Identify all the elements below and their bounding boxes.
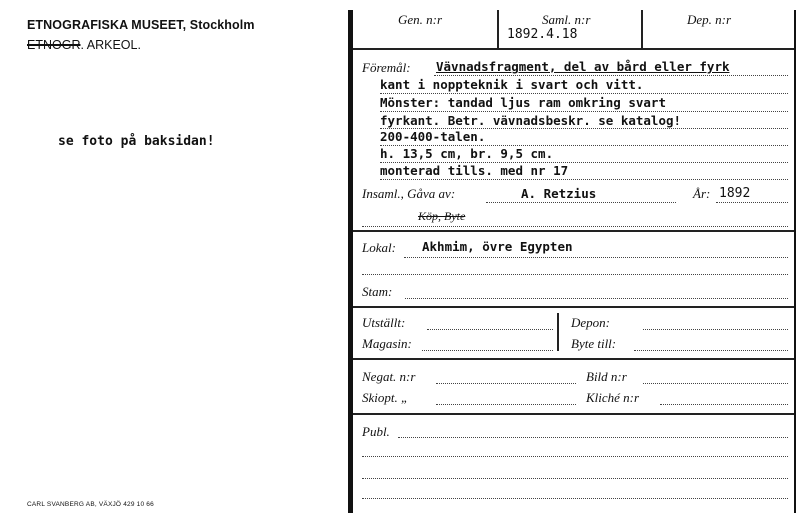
photo-note: se foto på baksidan! bbox=[58, 134, 215, 149]
gen-nr-label: Gen. n:r bbox=[398, 12, 443, 27]
saml-nr-label: Saml. n:r bbox=[542, 12, 591, 27]
department-struck: ETNOGR bbox=[27, 38, 81, 52]
dotted-line bbox=[405, 298, 788, 299]
row-divider bbox=[353, 230, 794, 232]
department-rest: . ARKEOL. bbox=[80, 38, 141, 52]
dotted-line bbox=[422, 350, 553, 351]
kop-byte-struck: Köp, Byte bbox=[418, 209, 466, 223]
divider bbox=[641, 10, 643, 48]
lokal-value: Akhmim, övre Egypten bbox=[422, 239, 573, 254]
dotted-line bbox=[634, 350, 788, 351]
dotted-line bbox=[362, 478, 788, 479]
row-divider bbox=[353, 358, 794, 360]
dotted-line bbox=[380, 93, 788, 94]
dotted-line bbox=[362, 226, 788, 227]
printer-imprint: CARL SVANBERG AB, VÄXJÖ 429 10 66 bbox=[27, 501, 154, 508]
ar-label: År: bbox=[693, 186, 711, 201]
dotted-line bbox=[436, 404, 576, 405]
foremal-line-7: monterad tills. med nr 17 bbox=[380, 163, 569, 178]
dotted-line bbox=[380, 111, 788, 112]
ar-value: 1892 bbox=[719, 186, 751, 201]
dep-nr-label: Dep. n:r bbox=[687, 12, 732, 27]
foremal-label: Föremål: bbox=[362, 60, 411, 75]
dotted-line bbox=[436, 383, 576, 384]
dotted-line bbox=[380, 179, 788, 180]
row-divider bbox=[353, 48, 794, 50]
dotted-line bbox=[404, 257, 788, 258]
dotted-line bbox=[643, 329, 788, 330]
magasin-label: Magasin: bbox=[362, 336, 412, 351]
dotted-line bbox=[380, 145, 788, 146]
dotted-line bbox=[434, 75, 788, 76]
dotted-line bbox=[716, 202, 788, 203]
dotted-line bbox=[398, 437, 788, 438]
skiopt-label: Skiopt. „ bbox=[362, 390, 409, 405]
dotted-line bbox=[643, 383, 788, 384]
saml-nr-value: 1892.4.18 bbox=[507, 27, 578, 42]
stam-label: Stam: bbox=[362, 284, 393, 299]
byte-till-label: Byte till: bbox=[571, 336, 617, 351]
museum-name: ETNOGRAFISKA MUSEET, Stockholm bbox=[27, 18, 255, 32]
divider bbox=[497, 10, 499, 48]
negat-label: Negat. n:r bbox=[362, 369, 416, 384]
divider bbox=[557, 313, 559, 351]
dotted-line bbox=[380, 162, 788, 163]
dotted-line bbox=[362, 498, 788, 499]
foremal-line-1: Vävnadsfragment, del av bård eller fyrk bbox=[436, 59, 730, 74]
bild-nr-label: Bild n:r bbox=[586, 369, 627, 384]
row-divider bbox=[353, 306, 794, 308]
insaml-value: A. Retzius bbox=[521, 186, 597, 201]
foremal-line-5: 200-400-talen. bbox=[380, 129, 486, 144]
kliche-nr-label: Kliché n:r bbox=[586, 390, 640, 405]
foremal-line-3: Mönster: tandad ljus ram omkring svart bbox=[380, 95, 666, 110]
dotted-line bbox=[380, 128, 788, 129]
dotted-line bbox=[362, 456, 788, 457]
dotted-line bbox=[486, 202, 676, 203]
utstallt-label: Utställt: bbox=[362, 315, 406, 330]
row-divider bbox=[353, 413, 794, 415]
foremal-line-2: kant i noppteknik i svart och vitt. bbox=[380, 77, 644, 92]
foremal-line-6: h. 13,5 cm, br. 9,5 cm. bbox=[380, 146, 554, 161]
card-left-border bbox=[348, 10, 353, 513]
dotted-line bbox=[427, 329, 553, 330]
insaml-label: Insaml., Gåva av: bbox=[362, 186, 456, 201]
card-right-border bbox=[794, 10, 796, 513]
department-line bbox=[27, 38, 141, 52]
publ-label: Publ. bbox=[362, 424, 390, 439]
foremal-line-4: fyrkant. Betr. vävnadsbeskr. se katalog! bbox=[380, 113, 682, 128]
lokal-label: Lokal: bbox=[362, 240, 396, 255]
depon-label: Depon: bbox=[571, 315, 610, 330]
dotted-line bbox=[660, 404, 788, 405]
dotted-line bbox=[362, 274, 788, 275]
